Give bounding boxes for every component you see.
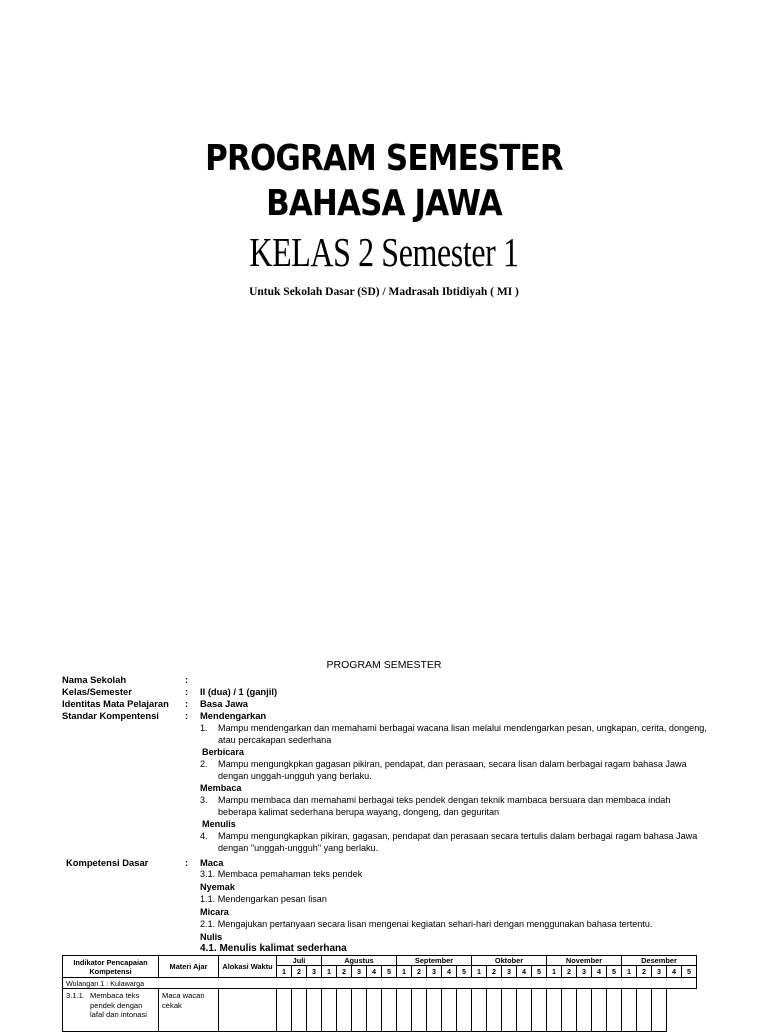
- week-cell: 2: [412, 966, 427, 978]
- week-cell: 4: [367, 966, 382, 978]
- meta-label: Nama Sekolah: [62, 674, 127, 685]
- week-body-cell: [502, 989, 517, 1032]
- week-body-cell: [382, 989, 397, 1032]
- kd-item: 2.1. Mengajukan pertanyaan secara lisan mengenai kegiatan sehari-hari dengan menggunakan bahasa tertentu.: [200, 919, 653, 929]
- week-body-cell: [442, 989, 457, 1032]
- week-body-cell: [592, 989, 607, 1032]
- week-body-cell: [562, 989, 577, 1032]
- meta-row-kelas: [0, 686, 768, 698]
- week-body-cell: [607, 989, 622, 1032]
- program-semester-table: [62, 955, 697, 1032]
- week-body-cell: [547, 989, 562, 1032]
- table-header-row: [63, 956, 697, 966]
- meta-value: II (dua) / 1 (ganjil): [200, 686, 278, 697]
- week-cell: 1: [622, 966, 637, 978]
- header-indikator: Indikator Pencapaian Kompetensi: [63, 956, 159, 978]
- indikator-cell: [63, 989, 159, 1032]
- materi-cell: Maca wacan cekak: [159, 989, 219, 1032]
- standar-item: [200, 758, 710, 782]
- week-body-cell: [337, 989, 352, 1032]
- week-cell: 5: [607, 966, 622, 978]
- item-number: 1.: [200, 723, 208, 733]
- header-alokasi: Alokasi Waktu: [219, 956, 277, 978]
- document-title: PROGRAM SEMESTER: [326, 659, 442, 671]
- header-month: Oktober: [472, 956, 547, 966]
- item-text: Mampu mengungkpkan gagasan pikiran, pendapat, dan perasaan, secara lisan dalam berbagai ragam bahasa Jawa dengan unggah-ungguh yang berlaku.: [218, 759, 687, 781]
- meta-label: Standar Kompentensi: [62, 710, 159, 721]
- week-cell: 5: [382, 966, 397, 978]
- standar-heading: Membaca: [200, 783, 242, 793]
- week-cell: 2: [637, 966, 652, 978]
- meta-colon: :: [185, 674, 189, 685]
- header-month: September: [397, 956, 472, 966]
- cover-title-line1: PROGRAM SEMESTER: [205, 138, 563, 179]
- week-cell: 4: [592, 966, 607, 978]
- header-materi: Materi Ajar: [159, 956, 219, 978]
- week-cell: 5: [682, 966, 697, 978]
- week-body-cell: [367, 989, 382, 1032]
- header-month: Desember: [622, 956, 697, 966]
- week-cell: 4: [442, 966, 457, 978]
- week-cell: 3: [427, 966, 442, 978]
- standar-item: [200, 722, 710, 746]
- kd-item: 1.1. Mendengarkan pesan lisan: [200, 894, 327, 904]
- week-body-cell: [622, 989, 637, 1032]
- week-cell: 1: [397, 966, 412, 978]
- standar-heading: Berbicara: [202, 747, 244, 757]
- meta-value: Basa Jawa: [200, 698, 248, 709]
- section-label: Wulangan 1 : Kulawarga: [63, 978, 697, 989]
- standar-kompetensi-list: [200, 722, 710, 854]
- week-cell: 3: [652, 966, 667, 978]
- meta-row-standar: [0, 710, 768, 722]
- indikator-number: 3.1.1.: [66, 991, 85, 1000]
- meta-label: Kelas/Semester: [62, 686, 132, 697]
- week-cell: 2: [562, 966, 577, 978]
- week-cell: 1: [547, 966, 562, 978]
- week-body-cell: [307, 989, 322, 1032]
- week-cell: 5: [532, 966, 547, 978]
- week-body-cell: [292, 989, 307, 1032]
- kompetensi-dasar-list: [200, 868, 710, 956]
- week-cell: 5: [457, 966, 472, 978]
- week-cell: 2: [487, 966, 502, 978]
- week-body-cell: [472, 989, 487, 1032]
- week-body-cell: [352, 989, 367, 1032]
- week-body-cell: [532, 989, 547, 1032]
- week-cell: 3: [307, 966, 322, 978]
- week-cell: 4: [517, 966, 532, 978]
- week-cell: 3: [502, 966, 517, 978]
- indikator-text: Membaca teks pendek dengan lafal dan intonasi: [90, 991, 147, 1019]
- week-body-cell: [517, 989, 532, 1032]
- week-body-cell: [397, 989, 412, 1032]
- item-number: 3.: [200, 795, 208, 805]
- week-body-cell: [412, 989, 427, 1032]
- meta-value: Mendengarkan: [200, 710, 267, 721]
- week-body-cell: [652, 989, 667, 1032]
- standar-heading: Menulis: [202, 819, 236, 829]
- week-cell: 1: [472, 966, 487, 978]
- kd-heading: Maca: [200, 857, 224, 868]
- week-body-cell: [427, 989, 442, 1032]
- header-month: November: [547, 956, 622, 966]
- kd-heading: Nyemak: [200, 881, 235, 892]
- item-text: Mampu mengungkapkan pikiran, gagasan, pendapat dan perasaan secara tertulis dalam berbagai ragam bahasa Jawa dengan "unggah-ungguh" yang berlaku.: [218, 831, 698, 853]
- kd-heading: Micara: [200, 906, 229, 917]
- standar-item: [200, 830, 710, 854]
- week-cell: 1: [277, 966, 292, 978]
- meta-row-nama-sekolah: [0, 674, 768, 686]
- cover-subtitle: Untuk Sekolah Dasar (SD) / Madrasah Ibtidiyah ( MI ): [249, 286, 519, 298]
- table-section-row: [63, 978, 697, 989]
- kd-item: 3.1. Membaca pemahaman teks pendek: [200, 869, 363, 879]
- header-month: Agustus: [322, 956, 397, 966]
- cover-title-line3: KELAS 2 Semester 1: [249, 229, 519, 275]
- standar-item: [200, 794, 710, 818]
- week-cell: 3: [577, 966, 592, 978]
- item-number: 4.: [200, 831, 208, 841]
- meta-row-identitas: [0, 698, 768, 710]
- week-body-cell: [487, 989, 502, 1032]
- kd-heading: Nulis: [200, 931, 223, 942]
- week-body-cell: [322, 989, 337, 1032]
- item-number: 2.: [200, 759, 208, 769]
- week-body-cell: [457, 989, 472, 1032]
- week-cell: 1: [322, 966, 337, 978]
- week-body-cell: [577, 989, 592, 1032]
- cover-title-line2: BAHASA JAWA: [266, 183, 502, 224]
- meta-colon: :: [185, 698, 189, 709]
- meta-colon: :: [185, 686, 189, 697]
- week-cell: 2: [292, 966, 307, 978]
- week-cell: 3: [352, 966, 367, 978]
- meta-label: Kompetensi Dasar: [66, 857, 149, 868]
- kd-item: 4.1. Menulis kalimat sederhana: [200, 943, 347, 954]
- week-body-cell: [277, 989, 292, 1032]
- week-cell: 4: [667, 966, 682, 978]
- item-text: Mampu mendengarkan dan memahami berbagai wacana lisan melalui mendengarkan pesan, ungkapan, cerita, dongeng, atau percakapan sederhana: [218, 723, 707, 745]
- meta-label: Identitas Mata Pelajaran: [62, 698, 169, 709]
- alokasi-cell: [219, 989, 277, 1032]
- week-body-cell: [637, 989, 652, 1032]
- meta-colon: :: [185, 710, 189, 721]
- meta-colon: :: [185, 857, 189, 868]
- item-text: Mampu membaca dan memahami berbagai teks pendek dengan teknik mambaca bersuara dan membaca indah beberapa kalimat sederhana berupa wayang, dongeng, dan geguritan: [218, 795, 671, 817]
- table-row: [63, 989, 697, 1032]
- header-month: Juli: [277, 956, 322, 966]
- week-cell: 2: [337, 966, 352, 978]
